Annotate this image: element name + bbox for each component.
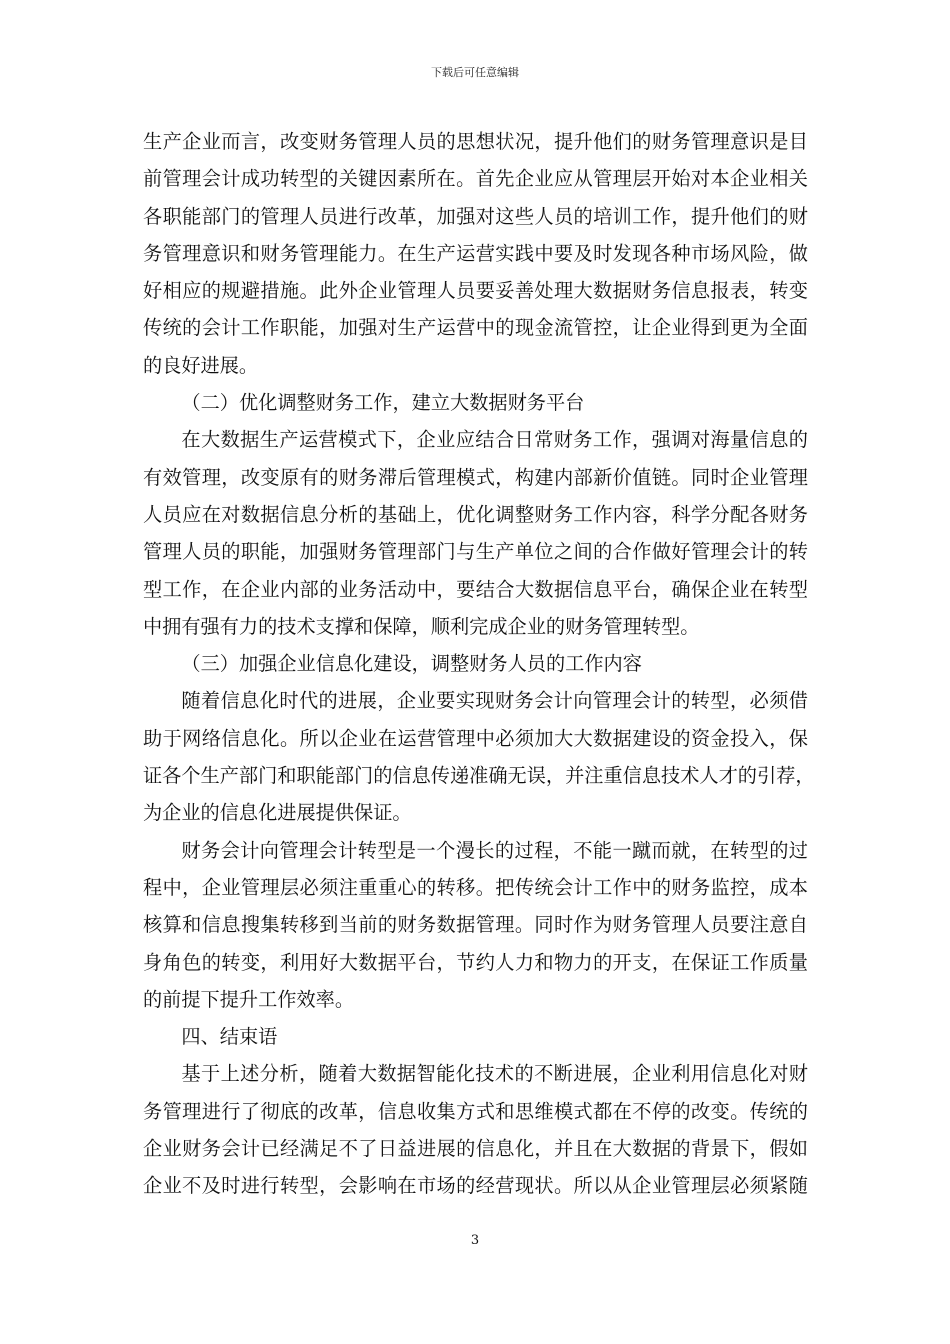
- text-line: 的前提下提升工作效率。: [143, 987, 355, 1011]
- text-line: 前管理会计成功转型的关键因素所在。首先企业应从管理层开始对本企业相关: [143, 167, 808, 191]
- text-line: 务管理进行了彻底的改革，信息收集方式和思维模式都在不停的改变。传统的: [143, 1099, 808, 1123]
- section-heading: 四、结束语: [181, 1025, 278, 1049]
- text-line: 有效管理，改变原有的财务滞后管理模式，构建内部新价值链。同时企业管理: [143, 465, 808, 489]
- page-header: 下载后可任意编辑: [431, 66, 519, 79]
- page-number: 3: [470, 1233, 480, 1248]
- paragraph-first-line: 基于上述分析，随着大数据智能化技术的不断进展，企业利用信息化对财: [181, 1062, 808, 1086]
- paragraph-first-line: 财务会计向管理会计转型是一个漫长的过程，不能一蹴而就，在转型的过: [181, 838, 808, 862]
- section-heading: （三）加强企业信息化建设，调整财务人员的工作内容: [181, 652, 642, 676]
- text-line: 务管理意识和财务管理能力。在生产运营实践中要及时发现各种市场风险，做: [143, 241, 808, 265]
- text-line: 管理人员的职能，加强财务管理部门与生产单位之间的合作做好管理会计的转: [143, 540, 808, 564]
- text-line: 助于网络信息化。所以企业在运营管理中必须加大大数据建设的资金投入，保: [143, 726, 808, 750]
- text-line: 证各个生产部门和职能部门的信息传递准确无误，并注重信息技术人才的引荐，: [143, 764, 815, 788]
- text-line: 型工作，在企业内部的业务活动中，要结合大数据信息平台，确保企业在转型: [143, 577, 808, 601]
- paragraph-first-line: 在大数据生产运营模式下，企业应结合日常财务工作，强调对海量信息的: [181, 428, 808, 452]
- text-line: 好相应的规避措施。此外企业管理人员要妥善处理大数据财务信息报表，转变: [143, 279, 808, 303]
- text-line: 传统的会计工作职能，加强对生产运营中的现金流管控，让企业得到更为全面: [143, 316, 808, 340]
- text-line: 各职能部门的管理人员进行改革，加强对这些人员的培训工作，提升他们的财: [143, 204, 808, 228]
- text-line: 的良好进展。: [143, 353, 259, 377]
- text-line: 身角色的转变，利用好大数据平台，节约人力和物力的开支，在保证工作质量: [143, 950, 808, 974]
- text-line: 人员应在对数据信息分析的基础上，优化调整财务工作内容，科学分配各财务: [143, 502, 808, 526]
- text-line: 企业不及时进行转型，会影响在市场的经营现状。所以从企业管理层必须紧随: [143, 1174, 808, 1198]
- text-line: 核算和信息搜集转移到当前的财务数据管理。同时作为财务管理人员要注意自: [143, 913, 808, 937]
- text-line: 中拥有强有力的技术支撑和保障，顺利完成企业的财务管理转型。: [143, 614, 700, 638]
- text-line: 为企业的信息化进展提供保证。: [143, 801, 412, 825]
- section-heading: （二）优化调整财务工作，建立大数据财务平台: [181, 391, 585, 415]
- text-line: 生产企业而言，改变财务管理人员的思想状况，提升他们的财务管理意识是目: [143, 130, 808, 153]
- text-line: 企业财务会计已经满足不了日益进展的信息化，并且在大数据的背景下，假如: [143, 1137, 808, 1161]
- paragraph-first-line: 随着信息化时代的进展，企业要实现财务会计向管理会计的转型，必须借: [181, 689, 808, 713]
- body-text: [143, 123, 815, 1205]
- text-line: 程中，企业管理层必须注重重心的转移。把传统会计工作中的财务监控，成本: [143, 875, 808, 899]
